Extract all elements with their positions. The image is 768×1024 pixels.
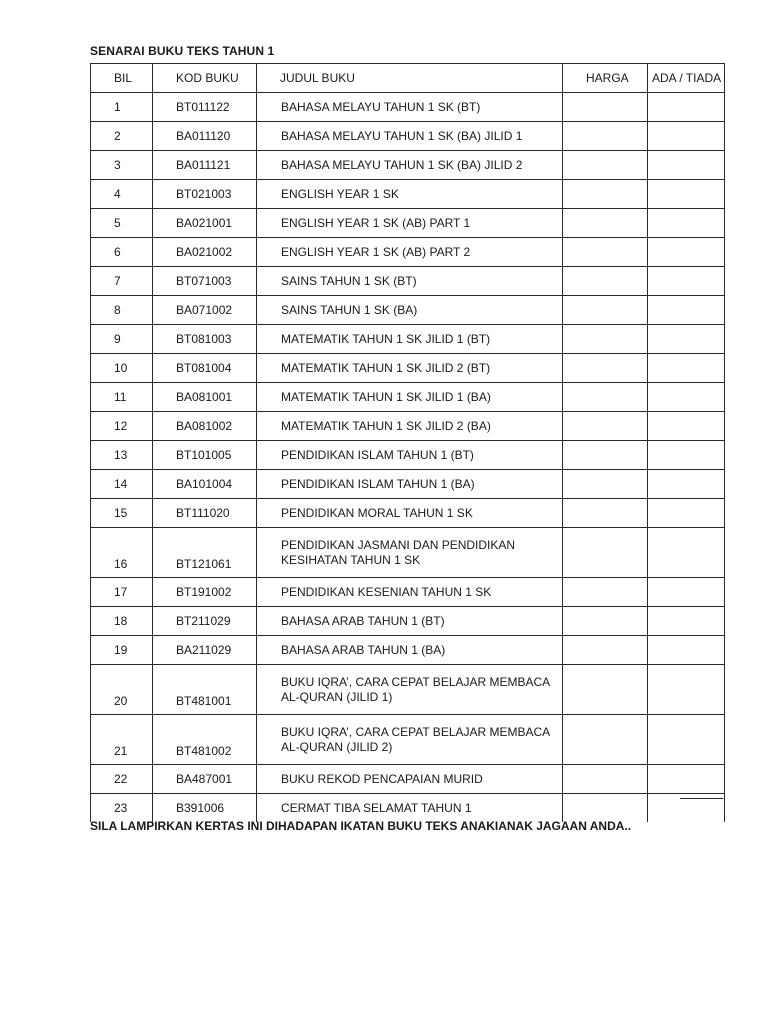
cell-ada-tiada[interactable] bbox=[648, 238, 725, 267]
cell-ada-tiada[interactable] bbox=[648, 209, 725, 238]
cell-harga[interactable] bbox=[563, 470, 648, 499]
cell-ada-tiada[interactable] bbox=[648, 383, 725, 412]
row-end-line bbox=[680, 798, 723, 799]
cell-harga[interactable] bbox=[563, 607, 648, 636]
cell-bil: 6 bbox=[91, 238, 153, 267]
table-row bbox=[91, 383, 725, 412]
cell-kod-buku: BA081002 bbox=[153, 412, 257, 441]
cell-bil: 2 bbox=[91, 122, 153, 151]
cell-kod-buku: BT111020 bbox=[153, 499, 257, 528]
cell-kod-buku: BA487001 bbox=[153, 765, 257, 794]
header-judul-buku: JUDUL BUKU bbox=[257, 64, 563, 93]
cell-judul-buku bbox=[257, 528, 563, 578]
cell-kod-buku: BT211029 bbox=[153, 607, 257, 636]
cell-bil: 16 bbox=[91, 528, 153, 578]
cell-bil: 21 bbox=[91, 715, 153, 765]
cell-ada-tiada[interactable] bbox=[648, 180, 725, 209]
cell-bil: 7 bbox=[91, 267, 153, 296]
cell-ada-tiada[interactable] bbox=[648, 607, 725, 636]
cell-bil: 11 bbox=[91, 383, 153, 412]
cell-kod-buku: BT101005 bbox=[153, 441, 257, 470]
cell-kod-buku: BT121061 bbox=[153, 528, 257, 578]
cell-harga[interactable] bbox=[563, 765, 648, 794]
cell-harga[interactable] bbox=[563, 528, 648, 578]
cell-ada-tiada[interactable] bbox=[648, 578, 725, 607]
cell-judul-buku: BAHASA MELAYU TAHUN 1 SK (BA) JILID 1 bbox=[257, 122, 563, 151]
cell-judul-buku: PENDIDIKAN ISLAM TAHUN 1 (BT) bbox=[257, 441, 563, 470]
judul-line: AL-QURAN (JILID 2) bbox=[281, 739, 393, 754]
cell-bil: 5 bbox=[91, 209, 153, 238]
cell-ada-tiada[interactable] bbox=[648, 354, 725, 383]
cell-harga[interactable] bbox=[563, 122, 648, 151]
cell-bil: 9 bbox=[91, 325, 153, 354]
cell-bil: 15 bbox=[91, 499, 153, 528]
cell-judul-buku: PENDIDIKAN MORAL TAHUN 1 SK bbox=[257, 499, 563, 528]
table-row bbox=[91, 765, 725, 794]
cell-bil: 8 bbox=[91, 296, 153, 325]
cell-harga[interactable] bbox=[563, 238, 648, 267]
judul-line: PENDIDIKAN JASMANI DAN PENDIDIKAN bbox=[281, 537, 516, 552]
cell-harga[interactable] bbox=[563, 209, 648, 238]
table-row bbox=[91, 93, 725, 122]
cell-bil: 1 bbox=[91, 93, 153, 122]
cell-judul-buku: ENGLISH YEAR 1 SK (AB) PART 2 bbox=[257, 238, 563, 267]
cell-judul-buku: BAHASA ARAB TAHUN 1 (BA) bbox=[257, 636, 563, 665]
cell-judul-buku: MATEMATIK TAHUN 1 SK JILID 2 (BT) bbox=[257, 354, 563, 383]
cell-bil: 3 bbox=[91, 151, 153, 180]
header-bil: BIL bbox=[91, 64, 153, 93]
table-row bbox=[91, 528, 725, 578]
cell-harga[interactable] bbox=[563, 578, 648, 607]
cell-judul-buku: MATEMATIK TAHUN 1 SK JILID 1 (BA) bbox=[257, 383, 563, 412]
cell-harga[interactable] bbox=[563, 794, 648, 823]
cell-harga[interactable] bbox=[563, 499, 648, 528]
cell-ada-tiada[interactable] bbox=[648, 470, 725, 499]
table-row bbox=[91, 180, 725, 209]
cell-judul-buku: ENGLISH YEAR 1 SK bbox=[257, 180, 563, 209]
cell-judul-buku bbox=[257, 665, 563, 715]
cell-harga[interactable] bbox=[563, 267, 648, 296]
cell-bil: 17 bbox=[91, 578, 153, 607]
cell-kod-buku: BA081001 bbox=[153, 383, 257, 412]
cell-kod-buku: BA211029 bbox=[153, 636, 257, 665]
table-row bbox=[91, 499, 725, 528]
table-row bbox=[91, 607, 725, 636]
cell-kod-buku: BA011121 bbox=[153, 151, 257, 180]
cell-ada-tiada[interactable] bbox=[648, 325, 725, 354]
cell-ada-tiada[interactable] bbox=[648, 499, 725, 528]
cell-judul-buku: CERMAT TIBA SELAMAT TAHUN 1 bbox=[257, 794, 563, 823]
table-row bbox=[91, 325, 725, 354]
cell-harga[interactable] bbox=[563, 412, 648, 441]
cell-ada-tiada[interactable] bbox=[648, 267, 725, 296]
cell-kod-buku: BA011120 bbox=[153, 122, 257, 151]
cell-harga[interactable] bbox=[563, 93, 648, 122]
table-row bbox=[91, 715, 725, 765]
table-row bbox=[91, 238, 725, 267]
cell-judul-buku: ENGLISH YEAR 1 SK (AB) PART 1 bbox=[257, 209, 563, 238]
judul-line: BUKU IQRA’, CARA CEPAT BELAJAR MEMBACA bbox=[281, 724, 551, 739]
header-harga: HARGA bbox=[563, 64, 648, 93]
table-body bbox=[91, 93, 725, 823]
cell-harga[interactable] bbox=[563, 383, 648, 412]
cell-kod-buku: BT081004 bbox=[153, 354, 257, 383]
table-header-row bbox=[91, 64, 725, 93]
table-row bbox=[91, 412, 725, 441]
cell-judul-buku: MATEMATIK TAHUN 1 SK JILID 1 (BT) bbox=[257, 325, 563, 354]
judul-line: BUKU IQRA’, CARA CEPAT BELAJAR MEMBACA bbox=[281, 674, 551, 689]
header-kod-buku: KOD BUKU bbox=[153, 64, 257, 93]
cell-bil: 20 bbox=[91, 665, 153, 715]
cell-bil: 12 bbox=[91, 412, 153, 441]
cell-bil: 22 bbox=[91, 765, 153, 794]
header-ada-tiada: ADA / TIADA bbox=[648, 64, 725, 93]
cell-harga[interactable] bbox=[563, 715, 648, 765]
cell-harga[interactable] bbox=[563, 665, 648, 715]
cell-kod-buku: BT481002 bbox=[153, 715, 257, 765]
cell-kod-buku: BA101004 bbox=[153, 470, 257, 499]
cell-bil: 18 bbox=[91, 607, 153, 636]
table-row bbox=[91, 578, 725, 607]
cell-harga[interactable] bbox=[563, 151, 648, 180]
cell-ada-tiada[interactable] bbox=[648, 151, 725, 180]
cell-ada-tiada[interactable] bbox=[648, 636, 725, 665]
cell-kod-buku: BT021003 bbox=[153, 180, 257, 209]
cell-ada-tiada[interactable] bbox=[648, 441, 725, 470]
cell-bil: 14 bbox=[91, 470, 153, 499]
cell-bil: 4 bbox=[91, 180, 153, 209]
table-row bbox=[91, 267, 725, 296]
table-row bbox=[91, 441, 725, 470]
cell-ada-tiada[interactable] bbox=[648, 715, 725, 765]
cell-ada-tiada[interactable] bbox=[648, 412, 725, 441]
cell-harga[interactable] bbox=[563, 354, 648, 383]
cell-judul-buku: SAINS TAHUN 1 SK (BT) bbox=[257, 267, 563, 296]
judul-line: KESIHATAN TAHUN 1 SK bbox=[281, 552, 421, 567]
cell-kod-buku: BA021002 bbox=[153, 238, 257, 267]
cell-ada-tiada[interactable] bbox=[648, 93, 725, 122]
cell-kod-buku: BT191002 bbox=[153, 578, 257, 607]
cell-kod-buku: BT011122 bbox=[153, 93, 257, 122]
table-row bbox=[91, 151, 725, 180]
page-title: SENARAI BUKU TEKS TAHUN 1 bbox=[90, 44, 275, 58]
cell-harga[interactable] bbox=[563, 441, 648, 470]
cell-bil: 13 bbox=[91, 441, 153, 470]
table-row bbox=[91, 636, 725, 665]
cell-kod-buku: BA071002 bbox=[153, 296, 257, 325]
cell-harga[interactable] bbox=[563, 180, 648, 209]
cell-kod-buku: B391006 bbox=[153, 794, 257, 823]
cell-ada-tiada[interactable] bbox=[648, 765, 725, 794]
table-row bbox=[91, 665, 725, 715]
cell-judul-buku: MATEMATIK TAHUN 1 SK JILID 2 (BA) bbox=[257, 412, 563, 441]
cell-kod-buku: BT481001 bbox=[153, 665, 257, 715]
footer-note: SILA LAMPIRKAN KERTAS INI DIHADAPAN IKATAN BUKU TEKS ANAKIANAK JAGAAN ANDA.. bbox=[90, 819, 632, 833]
cell-judul-buku: BAHASA ARAB TAHUN 1 (BT) bbox=[257, 607, 563, 636]
table-row bbox=[91, 794, 725, 823]
cell-ada-tiada[interactable] bbox=[648, 122, 725, 151]
table-row bbox=[91, 354, 725, 383]
textbook-table bbox=[90, 63, 725, 822]
cell-judul-buku: SAINS TAHUN 1 SK (BA) bbox=[257, 296, 563, 325]
table-row bbox=[91, 209, 725, 238]
table-row bbox=[91, 122, 725, 151]
cell-judul-buku bbox=[257, 715, 563, 765]
table-row bbox=[91, 470, 725, 499]
cell-judul-buku: BAHASA MELAYU TAHUN 1 SK (BA) JILID 2 bbox=[257, 151, 563, 180]
cell-judul-buku: BUKU REKOD PENCAPAIAN MURID bbox=[257, 765, 563, 794]
cell-ada-tiada[interactable] bbox=[648, 296, 725, 325]
cell-kod-buku: BA021001 bbox=[153, 209, 257, 238]
cell-judul-buku: BAHASA MELAYU TAHUN 1 SK (BT) bbox=[257, 93, 563, 122]
cell-kod-buku: BT081003 bbox=[153, 325, 257, 354]
table-row bbox=[91, 296, 725, 325]
cell-harga[interactable] bbox=[563, 636, 648, 665]
cell-harga[interactable] bbox=[563, 325, 648, 354]
cell-bil: 10 bbox=[91, 354, 153, 383]
cell-judul-buku: PENDIDIKAN ISLAM TAHUN 1 (BA) bbox=[257, 470, 563, 499]
judul-line: AL-QURAN (JILID 1) bbox=[281, 689, 393, 704]
cell-harga[interactable] bbox=[563, 296, 648, 325]
cell-ada-tiada[interactable] bbox=[648, 665, 725, 715]
cell-kod-buku: BT071003 bbox=[153, 267, 257, 296]
cell-ada-tiada[interactable] bbox=[648, 528, 725, 578]
cell-bil: 23 bbox=[91, 794, 153, 823]
cell-judul-buku: PENDIDIKAN KESENIAN TAHUN 1 SK bbox=[257, 578, 563, 607]
cell-bil: 19 bbox=[91, 636, 153, 665]
